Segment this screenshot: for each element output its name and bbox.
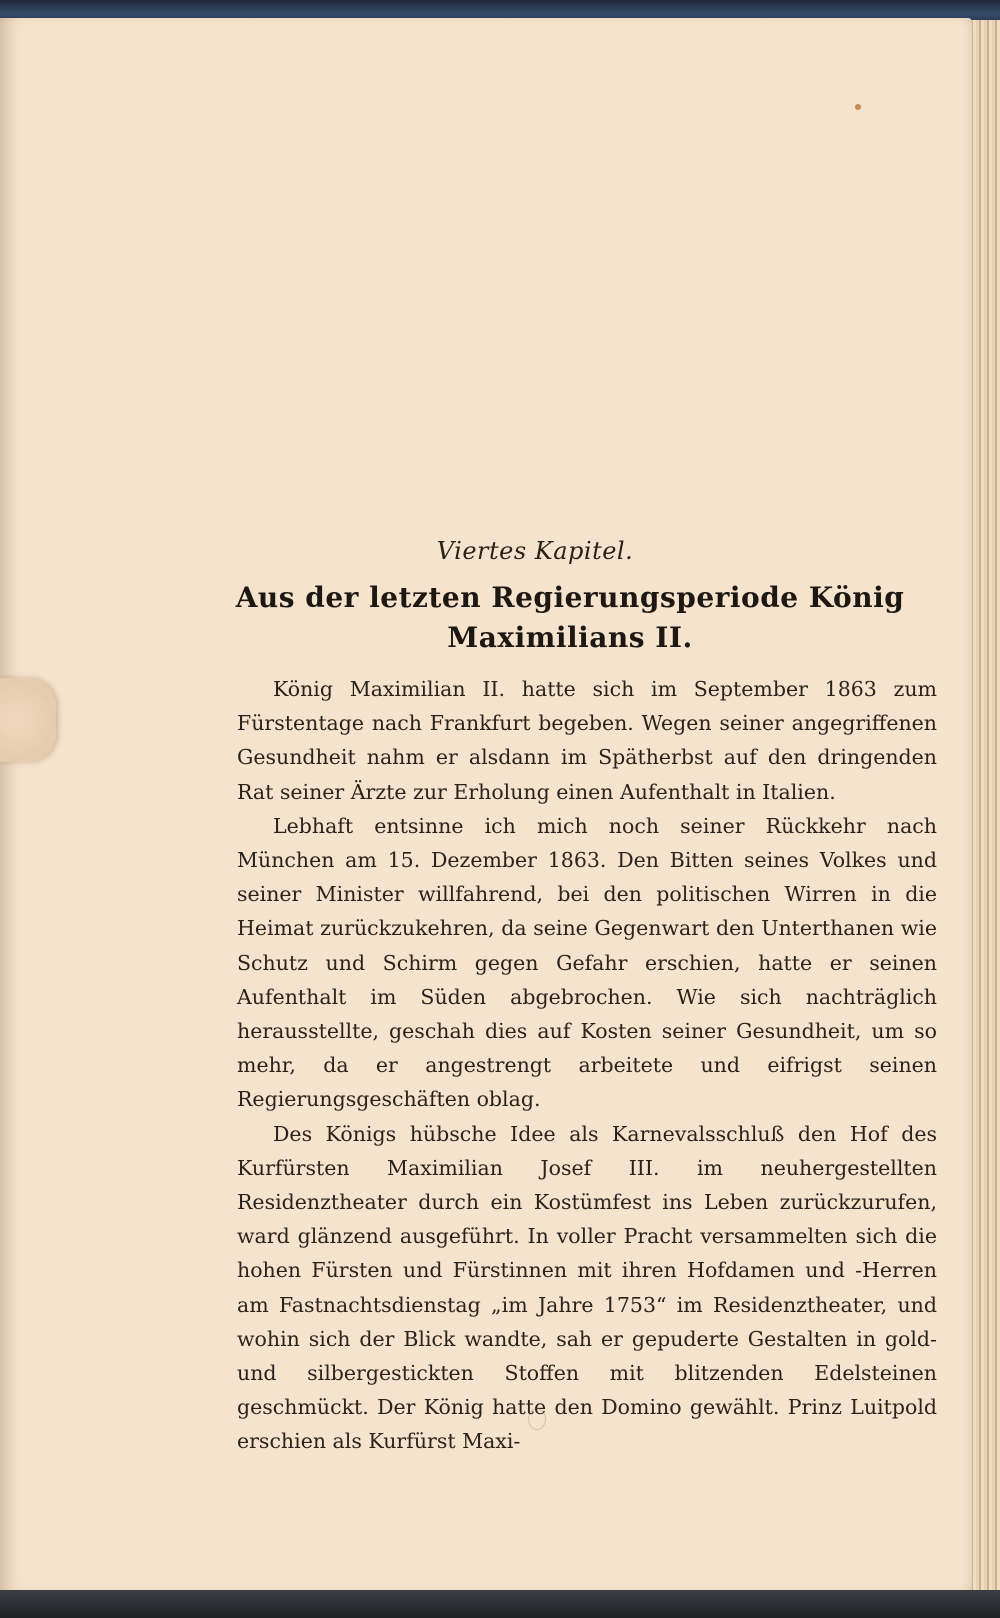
page-stamp xyxy=(528,1408,546,1430)
page-tab xyxy=(0,678,56,762)
body-text xyxy=(237,672,937,1459)
ink-spot xyxy=(855,104,861,110)
paragraph-1: König Maximilian II. hatte sich im September 1863 zum Fürstentage nach Frankfurt begeben. Wegen seiner angegriffenen Gesundheit nahm er alsdann im Spätherbst auf den dringenden Rat seiner Ärzte zur Erholung einen Aufenthalt in Italien. xyxy=(237,677,937,804)
paragraph-2: Lebhaft entsinne ich mich noch seiner Rückkehr nach München am 15. Dezember 1863. Den Bitten seines Volkes und seiner Minister willfahrend, bei den politischen Wirren in die Heimat zurückzukehren, da seine Gegenwart den Unterthanen wie Schutz und Schirm gegen Gefahr erschien, hatte er seinen Aufenthalt im Süden abgebrochen. Wie sich nachträglich herausstellte, geschah dies auf Kosten seiner Gesundheit, um so mehr, da er angestrengt arbeitete und eifrigst seinen Regierungsgeschäften oblag. xyxy=(237,813,937,1112)
bottom-shadow xyxy=(0,1590,1000,1618)
page-edges xyxy=(968,20,1000,1592)
chapter-title: Aus der letzten Regierungsperiode König Maximilians II. xyxy=(235,581,905,654)
paragraph-3: Des Königs hübsche Idee als Karnevalsschluß den Hof des Kurfürsten Maximilian Josef III. im neuhergestellten Residenztheater durch ein Kostümfest ins Leben zurückzurufen, ward glänzend ausgeführt. In voller Pracht versammelten sich die hohen Fürsten und Fürstinnen mit ihren Hofdamen und -Herren am Fastnachtsdienstag „im Jahre 1753“ im Residenztheater, und wohin sich der Blick wandte, sah er gepuderte Gestalten in gold- und silbergestickten Stoffen mit blitzenden Edelsteinen geschmückt. Der König hatte den Domino gewählt. Prinz Luitpold erschien als Kurfürst Maxi- xyxy=(237,1121,937,1454)
chapter-number: Viertes Kapitel. xyxy=(436,537,634,565)
